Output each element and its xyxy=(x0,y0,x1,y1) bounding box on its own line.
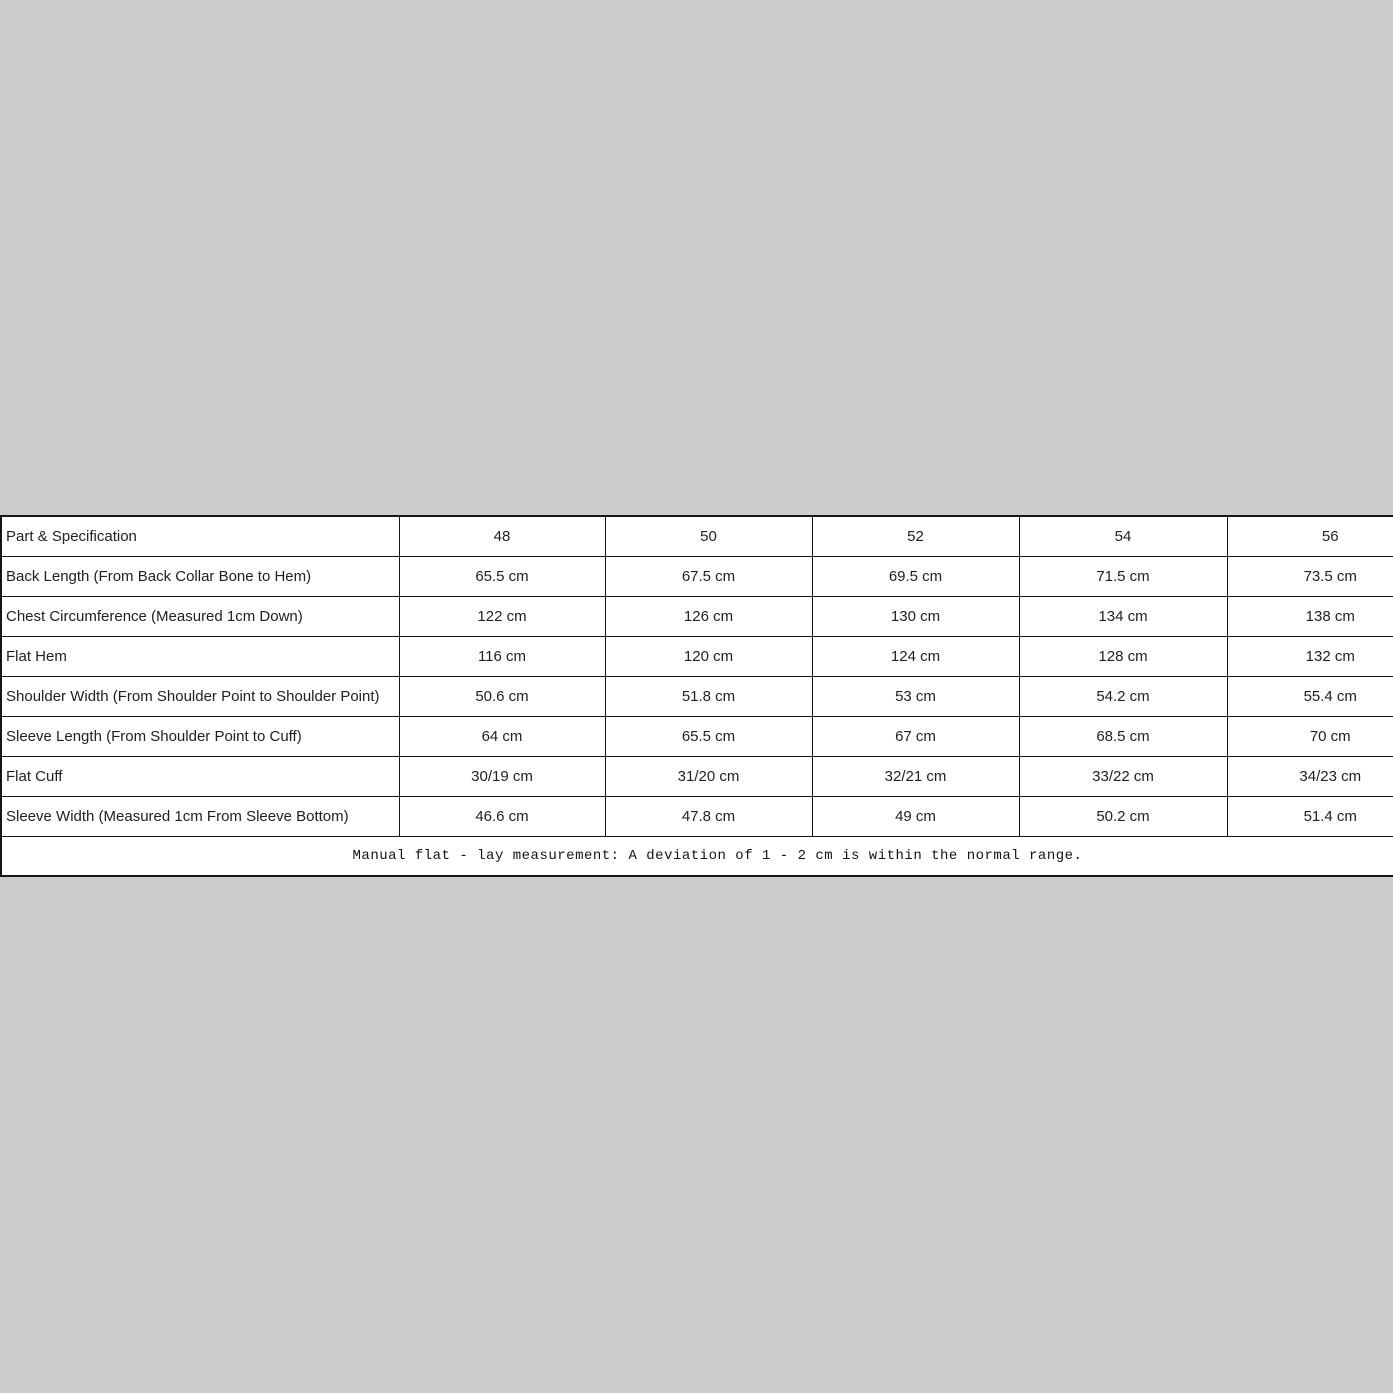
row-label: Chest Circumference (Measured 1cm Down) xyxy=(1,596,399,636)
header-row xyxy=(1,516,1393,556)
measurement-cell: 30/19 cm xyxy=(399,756,605,796)
measurement-cell: 31/20 cm xyxy=(605,756,812,796)
measurement-cell: 32/21 cm xyxy=(812,756,1019,796)
measurement-cell: 50.2 cm xyxy=(1019,796,1227,836)
size-chart-table xyxy=(0,515,1393,877)
measurement-cell: 53 cm xyxy=(812,676,1019,716)
footnote-row xyxy=(1,836,1393,876)
footnote-text: Manual flat - lay measurement: A deviation of 1 - 2 cm is within the normal range. xyxy=(1,836,1393,876)
table-row xyxy=(1,716,1393,756)
row-label: Back Length (From Back Collar Bone to Hem) xyxy=(1,556,399,596)
measurement-cell: 73.5 cm xyxy=(1227,556,1393,596)
measurement-cell: 34/23 cm xyxy=(1227,756,1393,796)
measurement-cell: 68.5 cm xyxy=(1019,716,1227,756)
measurement-cell: 130 cm xyxy=(812,596,1019,636)
measurement-cell: 122 cm xyxy=(399,596,605,636)
table-row xyxy=(1,596,1393,636)
size-chart-body xyxy=(1,556,1393,836)
measurement-cell: 128 cm xyxy=(1019,636,1227,676)
table-row xyxy=(1,756,1393,796)
size-column-header: 50 xyxy=(605,516,812,556)
measurement-cell: 126 cm xyxy=(605,596,812,636)
measurement-cell: 120 cm xyxy=(605,636,812,676)
measurement-cell: 33/22 cm xyxy=(1019,756,1227,796)
measurement-cell: 64 cm xyxy=(399,716,605,756)
size-column-header: 52 xyxy=(812,516,1019,556)
size-column-header: 56 xyxy=(1227,516,1393,556)
table-row xyxy=(1,556,1393,596)
measurement-cell: 67 cm xyxy=(812,716,1019,756)
size-column-header: 48 xyxy=(399,516,605,556)
table-row xyxy=(1,796,1393,836)
measurement-cell: 51.8 cm xyxy=(605,676,812,716)
measurement-cell: 134 cm xyxy=(1019,596,1227,636)
measurement-cell: 51.4 cm xyxy=(1227,796,1393,836)
measurement-cell: 55.4 cm xyxy=(1227,676,1393,716)
spec-column-header: Part & Specification xyxy=(1,516,399,556)
measurement-cell: 46.6 cm xyxy=(399,796,605,836)
measurement-cell: 67.5 cm xyxy=(605,556,812,596)
row-label: Shoulder Width (From Shoulder Point to Shoulder Point) xyxy=(1,676,399,716)
measurement-cell: 132 cm xyxy=(1227,636,1393,676)
row-label: Sleeve Width (Measured 1cm From Sleeve Bottom) xyxy=(1,796,399,836)
size-column-header: 54 xyxy=(1019,516,1227,556)
measurement-cell: 65.5 cm xyxy=(605,716,812,756)
measurement-cell: 54.2 cm xyxy=(1019,676,1227,716)
measurement-cell: 71.5 cm xyxy=(1019,556,1227,596)
measurement-cell: 50.6 cm xyxy=(399,676,605,716)
row-label: Sleeve Length (From Shoulder Point to Cuff) xyxy=(1,716,399,756)
measurement-cell: 116 cm xyxy=(399,636,605,676)
measurement-cell: 49 cm xyxy=(812,796,1019,836)
row-label: Flat Hem xyxy=(1,636,399,676)
table-row xyxy=(1,676,1393,716)
measurement-cell: 65.5 cm xyxy=(399,556,605,596)
row-label: Flat Cuff xyxy=(1,756,399,796)
measurement-cell: 70 cm xyxy=(1227,716,1393,756)
measurement-cell: 69.5 cm xyxy=(812,556,1019,596)
measurement-cell: 138 cm xyxy=(1227,596,1393,636)
measurement-cell: 47.8 cm xyxy=(605,796,812,836)
table-row xyxy=(1,636,1393,676)
size-chart-section xyxy=(0,515,1393,877)
measurement-cell: 124 cm xyxy=(812,636,1019,676)
